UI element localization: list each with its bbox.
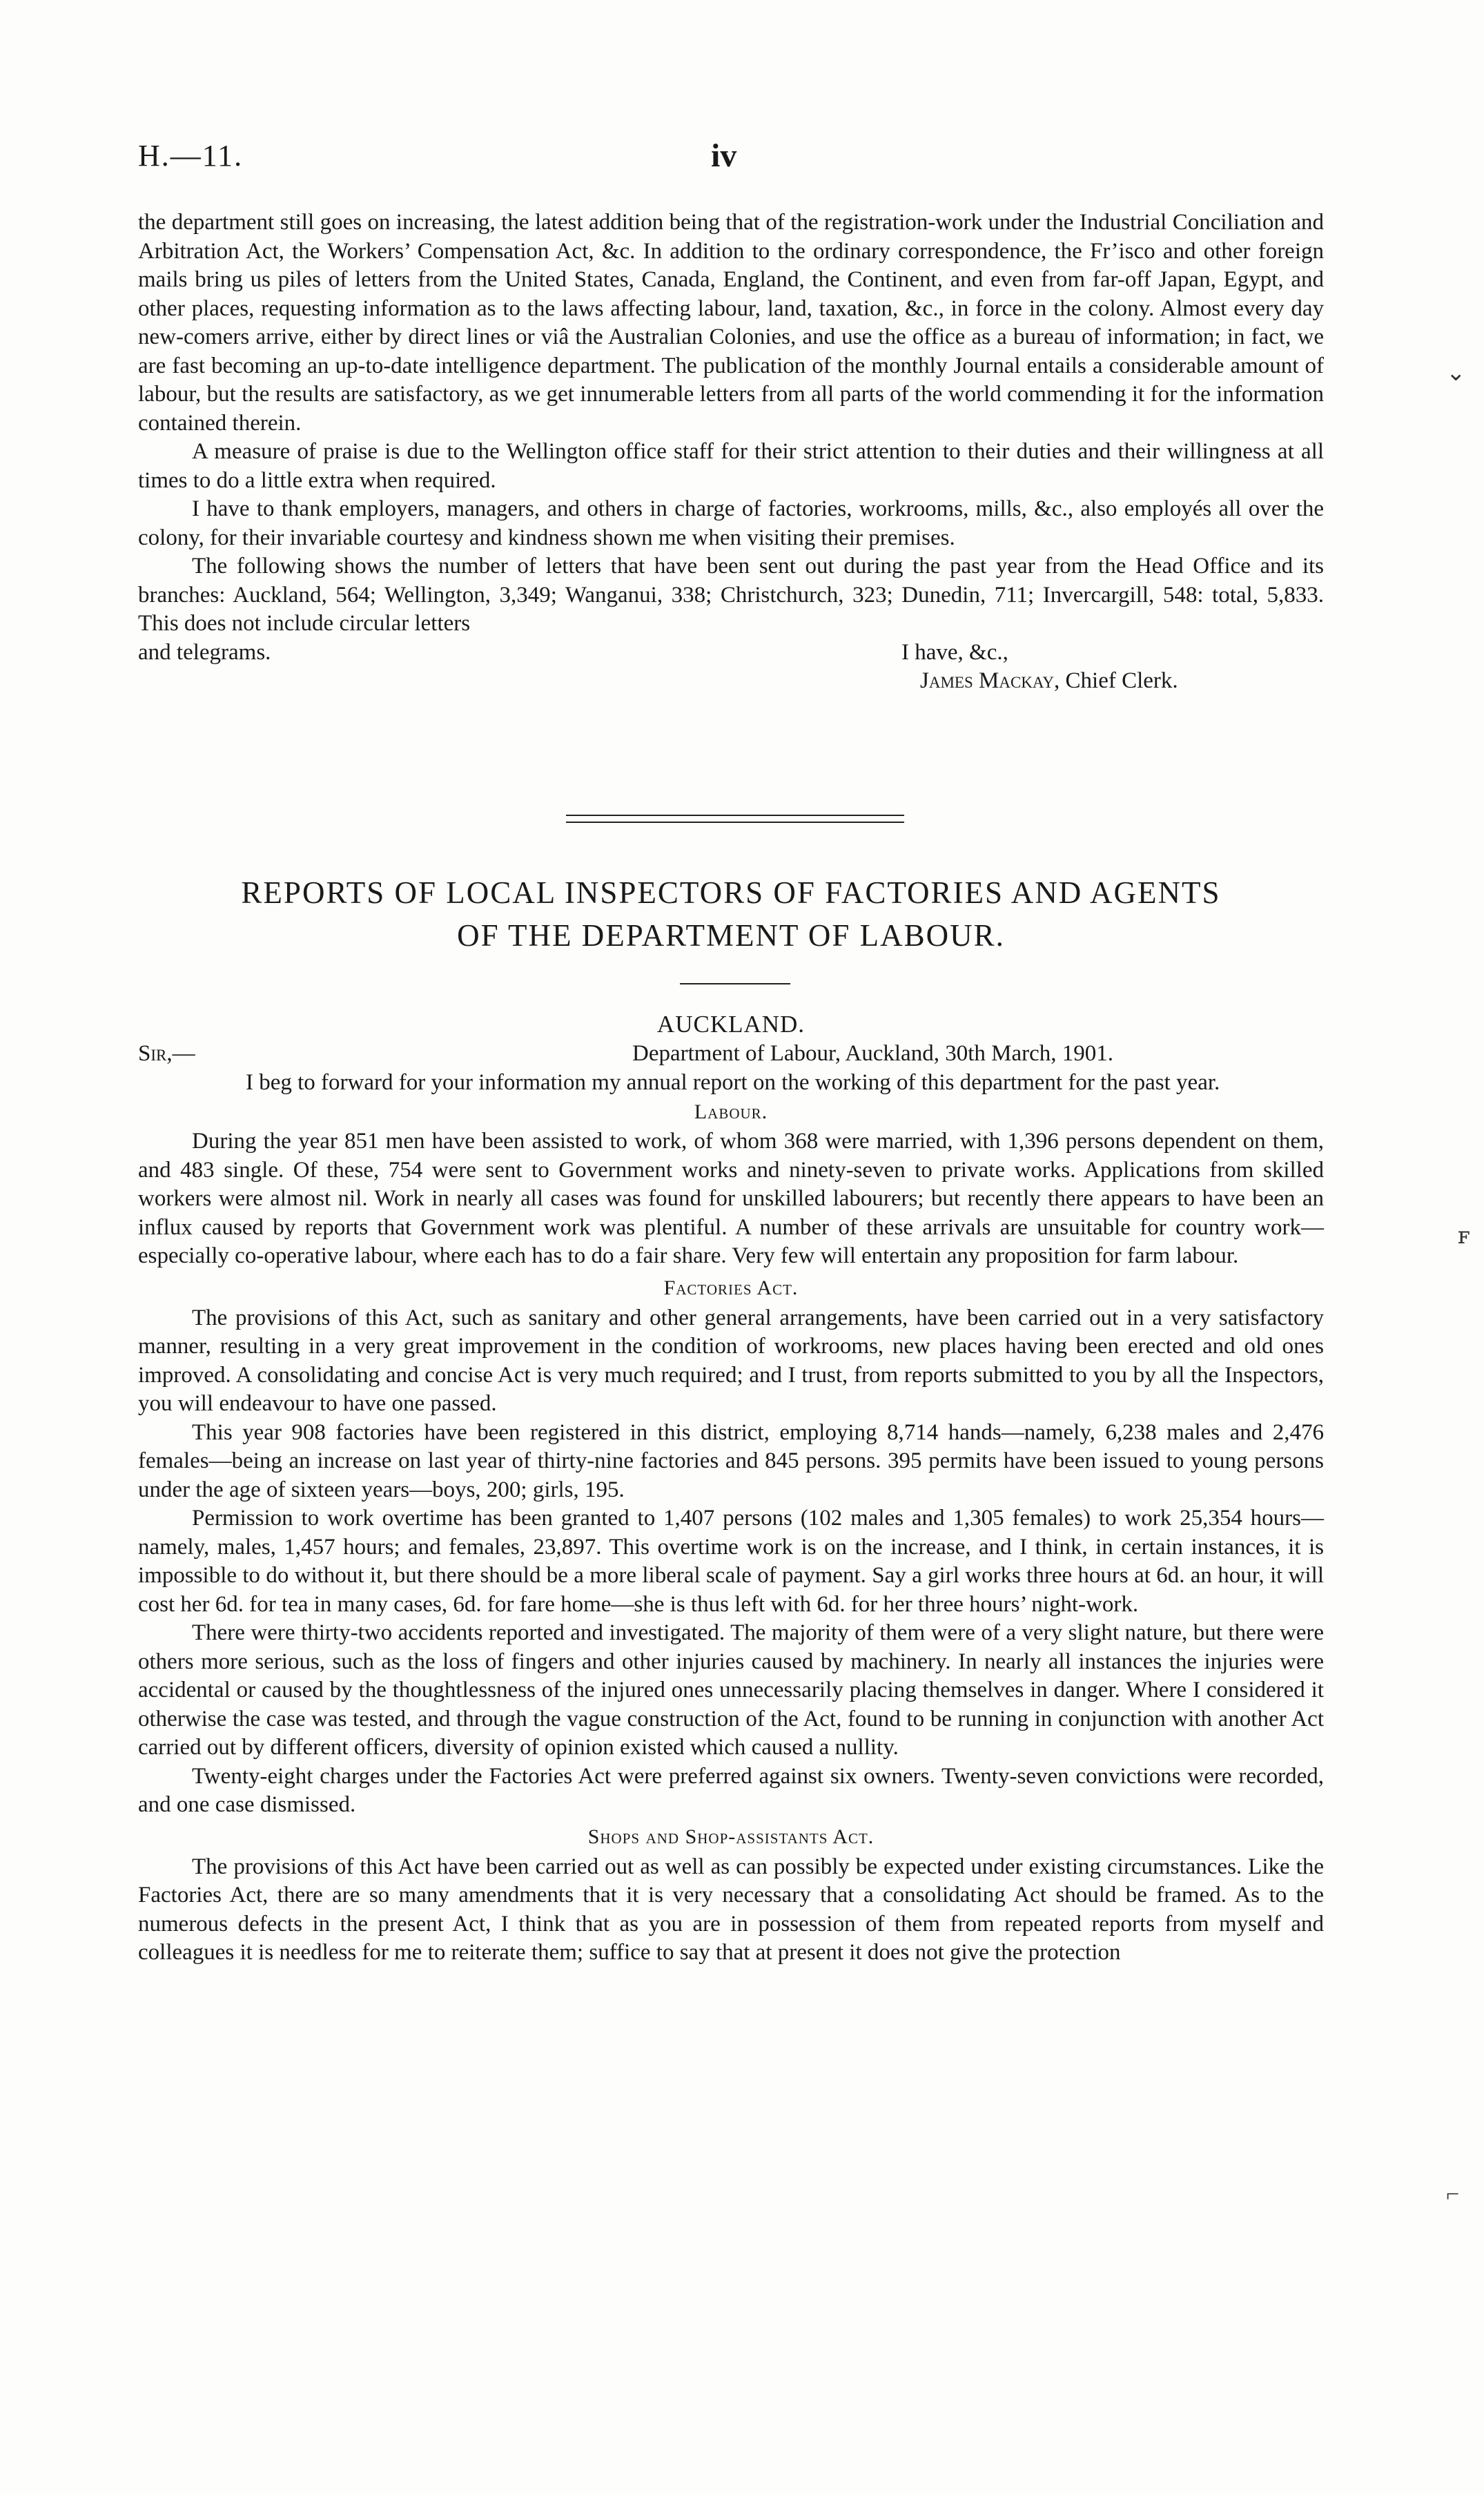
factories-paragraph-4: There were thirty-two accidents reported and investigated. The majority of them were of a very slight nature, but there were others more serious, such as the loss of fingers and other injuries caused by machinery. In nearly all instances the injuries were accidental or caused by the thoughtlessness of the injured ones unnecessarily placing themselves in danger. Where I considered it otherwise the case was tested, and through the vague construction of the Act, found to be running in conjunction with another Act carried out by different officers, diversity of opinion existed which caused a nullity. xyxy=(138,1620,1324,1760)
auckland-heading: AUCKLAND. xyxy=(656,1011,806,1038)
factories-paragraph-1: The provisions of this Act, such as sanitary and other general arrangements, have been carried out in a very satisfactory manner, resulting in a very great improvement in the condition of workrooms, new places having been erected and old ones improved. A consolidating and concise Act is very much required; and I trust, from reports submitted to you by all the Inspectors, you will endeavour to have one passed. xyxy=(138,1305,1324,1416)
factories-heading: Factories Act. xyxy=(663,1276,799,1299)
closing-left: and telegrams. xyxy=(138,639,271,665)
paragraph-praise: A measure of praise is due to the Wellington office staff for their strict attention to their duties and their willingness at all times to do a little extra when required. xyxy=(138,439,1324,493)
separator-rule-top xyxy=(566,815,904,816)
closing-line xyxy=(138,639,1324,668)
factories-paragraph-3: Permission to work overtime has been granted to 1,407 persons (102 males and 1,305 females) to work 25,354 hours—namely, males, 1,457 hours; and females, 23,897. This overtime work is on the increase, and I think, in certain instances, it is impossible to do without it, but there should be a more liberal scale of payment. Say a girl works three hours at 6d. an hour, it will cost her 6d. for tea in many cases, 6d. for fare home—she is thus left with 6d. for her three hours’ night-work. xyxy=(138,1506,1324,1617)
paragraph-continuation: the department still goes on increasing, the latest addition being that of the registration-work under the Industrial Conciliation and Arbitration Act, the Workers’ Compensation Act, &c. In addition to the ordinary correspondence, the Fr’isco and other foreign mails bring us piles of letters from the United States, Canada, England, the Continent, and even from far-off Japan, Egypt, and other places, requesting information as to the laws affecting labour, land, taxation, &c., in force in the colony. Almost every day new-comers arrive, either by direct lines or viâ the Australian Colonies, and use the office as a bureau of information; in fact, we are fast becoming an up-to-date intelligence department. The publication of the monthly Journal entails a considerable amount of labour, but the results are satisfactory, as we get innumerable letters from all parts of the world commending it for the information contained therein. xyxy=(138,210,1324,436)
shops-paragraph: The provisions of this Act have been carried out as well as can possibly be expected under existing circumstances. Like the Factories Act, there are so many amendments that it is very necessary that a consolidating Act should be framed. As to the numerous defects in the present Act, I think that as you are in possession of them from repeated reports from myself and colleagues it is needless for me to reiterate them; suffice to say that at present it does not give the protection xyxy=(138,1854,1324,1965)
paragraph-thanks: I have to thank employers, managers, and others in charge of factories, workrooms, mills, &c., also employés all over the colony, for their invariable courtesy and kindness shown me when visiting their premises. xyxy=(138,496,1324,550)
title-rule xyxy=(680,983,790,984)
signature-name: James Mackay xyxy=(920,668,1055,693)
report-code: H.—11. xyxy=(138,139,244,173)
signature-title: , Chief Clerk. xyxy=(1054,668,1178,693)
shops-heading: Shops and Shop-assistants Act. xyxy=(587,1825,875,1848)
page-number: iv xyxy=(711,137,737,174)
margin-mark-2: ꜰ xyxy=(1458,1223,1470,1249)
dateline: Department of Labour, Auckland, 30th March, 1901. xyxy=(632,1041,1113,1066)
closing-right: I have, &c., xyxy=(901,639,1008,665)
report-title-line1: REPORTS OF LOCAL INSPECTORS OF FACTORIES AND AGENTS xyxy=(241,875,1221,910)
factories-paragraph-5: Twenty-eight charges under the Factories Act were preferred against six owners. Twenty-seven convictions were recorded, and one case dismissed. xyxy=(138,1763,1324,1817)
salutation: Sir,— xyxy=(138,1041,195,1066)
auckland-section xyxy=(138,1009,1324,1968)
paragraph-letters: The following shows the number of letters that have been sent out during the past year from the Head Office and its branches: Auckland, 564; Wellington, 3,349; Wanganui, 338; Christchurch, 323; Dunedin, 711; Invercargill, 548: total, 5,833. This does not include circular letters xyxy=(138,554,1324,636)
dateline-row xyxy=(138,1040,1324,1069)
labour-heading: Labour. xyxy=(694,1100,768,1123)
factories-paragraph-2: This year 908 factories have been registered in this district, employing 8,714 hands—namely, 6,238 males and 2,476 females—being an increase on last year of thirty-nine factories and 845 persons. 395 permits have been issued to young persons under the age of sixteen years—boys, 200; girls, 195. xyxy=(138,1419,1324,1502)
intro-paragraph: I beg to forward for your information my annual report on the working of this department for the past year. xyxy=(246,1069,1220,1095)
report-title xyxy=(138,871,1324,957)
top-section xyxy=(138,208,1324,696)
margin-mark-3: ⌐ xyxy=(1446,2182,1460,2207)
report-title-line2: OF THE DEPARTMENT OF LABOUR. xyxy=(457,918,1005,953)
margin-mark-1: ⌄ xyxy=(1446,360,1466,386)
signature-line xyxy=(138,667,1324,696)
separator-rule-bottom xyxy=(566,822,904,823)
labour-paragraph: During the year 851 men have been assisted to work, of whom 368 were married, with 1,396 persons dependent on them, and 483 single. Of these, 754 were sent to Government works and ninety-seven to private works. Applications from skilled workers were almost nil. Work in nearly all cases was found for unskilled labourers; but recently there appears to have been an influx caused by reports that Government work was plentiful. A number of these arrivals are unsuitable for country work—especially co-operative labour, where each has to do a fair share. Very few will entertain any proposition for farm labour. xyxy=(138,1129,1324,1268)
